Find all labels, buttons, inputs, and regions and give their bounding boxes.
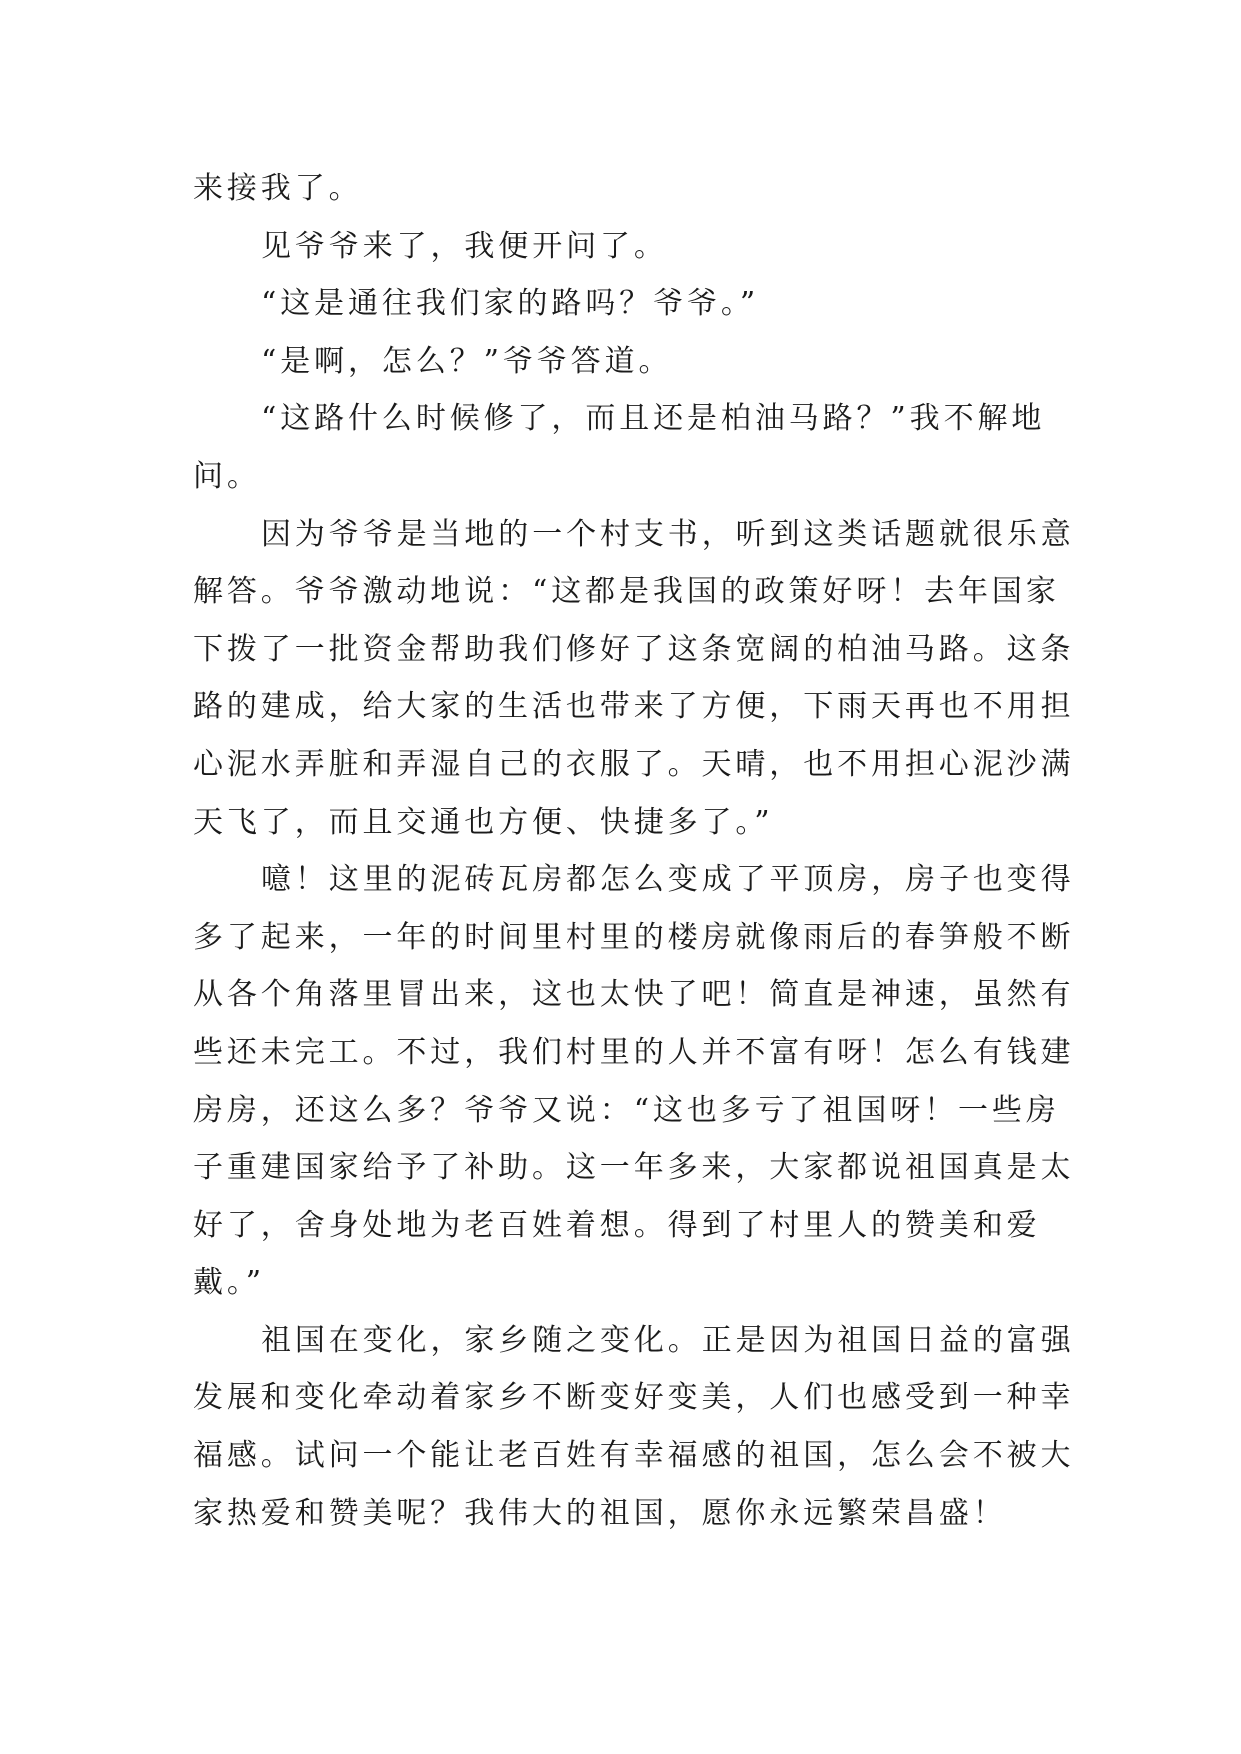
text-line: “这是通往我们家的路吗？爷爷。”	[261, 286, 760, 322]
text-line: 祖国在变化，家乡随之变化。正是因为祖国日益的富强	[261, 1322, 1075, 1358]
text-line: “是啊，怎么？”爷爷答道。	[261, 343, 673, 379]
text-line: 因为爷爷是当地的一个村支书，听到这类话题就很乐意	[261, 516, 1075, 552]
text-line: 多了起来，一年的时间里村里的楼房就像雨后的春笋般不断	[193, 919, 1075, 955]
text-line: 路的建成，给大家的生活也带来了方便，下雨天再也不用担	[193, 689, 1075, 725]
text-line: 从各个角落里冒出来，这也太快了吧！简直是神速，虽然有	[193, 977, 1075, 1013]
text-line: 问。	[193, 458, 261, 494]
text-line: 发展和变化牵动着家乡不断变好变美，人们也感受到一种幸	[193, 1380, 1075, 1416]
text-line: 见爷爷来了，我便开问了。	[261, 228, 668, 264]
text-line: 天飞了，而且交通也方便、快捷多了。”	[193, 804, 774, 840]
text-line: 下拨了一批资金帮助我们修好了这条宽阔的柏油马路。这条	[193, 631, 1075, 667]
text-line: 家热爱和赞美呢？我伟大的祖国，愿你永远繁荣昌盛！	[193, 1495, 1007, 1531]
text-line: 福感。试问一个能让老百姓有幸福感的祖国，怎么会不被大	[193, 1438, 1075, 1474]
text-line: 噫！这里的泥砖瓦房都怎么变成了平顶房，房子也变得	[261, 862, 1075, 898]
text-line: 心泥水弄脏和弄湿自己的衣服了。天晴，也不用担心泥沙满	[193, 746, 1075, 782]
text-line: 解答。爷爷激动地说：“这都是我国的政策好呀！去年国家	[193, 574, 1060, 610]
text-line: 些还未完工。不过，我们村里的人并不富有呀！怎么有钱建	[193, 1034, 1075, 1070]
text-line: 戴。”	[193, 1265, 266, 1301]
text-line: 来接我了。	[193, 171, 363, 206]
text-line: 房房，还这么多？爷爷又说：“这也多亏了祖国呀！一些房	[193, 1092, 1060, 1128]
text-line: “这路什么时候修了，而且还是柏油马路？”我不解地	[261, 401, 1046, 437]
text-line: 好了，舍身处地为老百姓着想。得到了村里人的赞美和爱	[193, 1207, 1041, 1243]
essay-text	[193, 160, 1075, 1542]
text-line: 子重建国家给予了补助。这一年多来，大家都说祖国真是太	[193, 1150, 1075, 1186]
